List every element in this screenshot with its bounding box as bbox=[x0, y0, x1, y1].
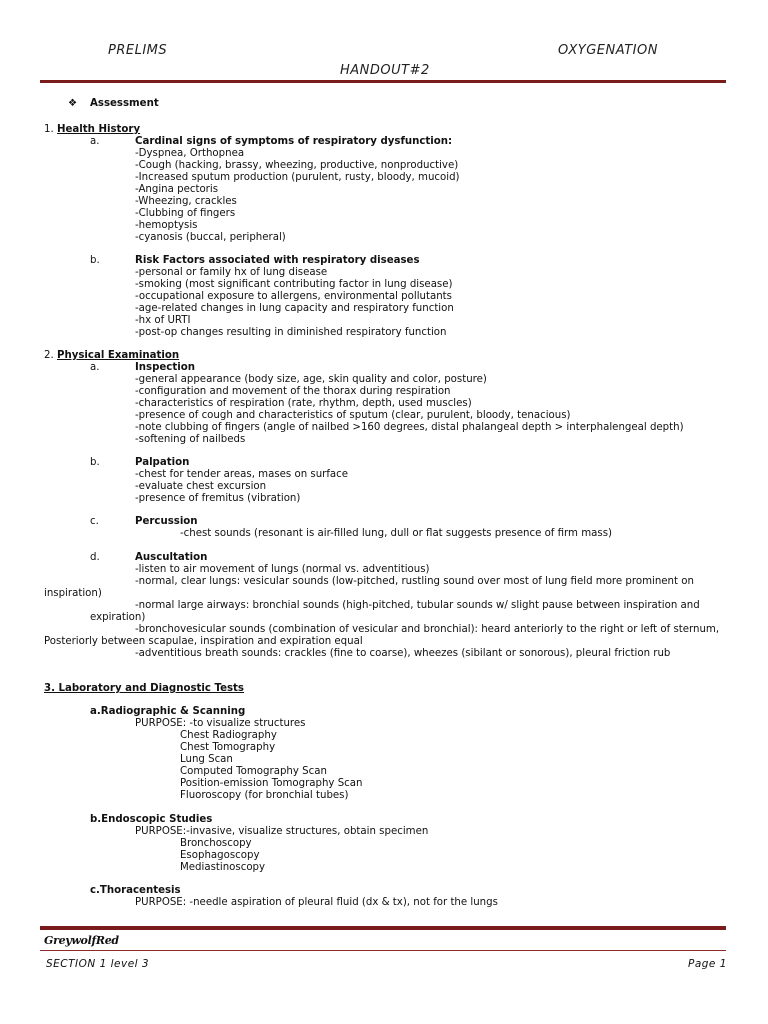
pe-b-label: b. bbox=[90, 457, 100, 468]
list-item: Bronchoscopy bbox=[180, 838, 252, 849]
list-item: -listen to air movement of lungs (normal vs. adventitious) bbox=[135, 564, 430, 575]
list-item: -evaluate chest excursion bbox=[135, 481, 267, 492]
lab-b-purpose: PURPOSE:-invasive, visualize structures, obtain specimen bbox=[135, 826, 429, 837]
header-rule bbox=[40, 80, 726, 83]
list-item: -age-related changes in lung capacity and respiratory function bbox=[135, 303, 454, 314]
hh-b-label: b. bbox=[90, 255, 100, 266]
hh-a-title: Cardinal signs of symptoms of respiratory dysfunction: bbox=[135, 136, 453, 147]
footer-rule bbox=[40, 926, 726, 930]
list-item: -presence of cough and characteristics of sputum (clear, purulent, bloody, tenacious) bbox=[135, 410, 571, 421]
header-left: PRELIMS bbox=[108, 43, 168, 58]
hh-num: 1. bbox=[44, 124, 54, 135]
lab-c-purpose: PURPOSE: -needle aspiration of pleural fluid (dx & tx), not for the lungs bbox=[135, 897, 498, 908]
list-item: Esophagoscopy bbox=[180, 850, 260, 861]
list-item: -smoking (most significant contributing factor in lung disease) bbox=[135, 279, 453, 290]
list-item-cont: expiration) bbox=[90, 612, 146, 623]
list-item: Chest Radiography bbox=[180, 730, 277, 741]
pe-num: 2. bbox=[44, 350, 54, 361]
list-item: -general appearance (body size, age, skin quality and color, posture) bbox=[135, 374, 487, 385]
footer-thin-rule bbox=[40, 950, 726, 951]
list-item: -hx of URTI bbox=[135, 315, 191, 326]
lab-c-title: c.Thoracentesis bbox=[90, 885, 181, 896]
pe-c-label: c. bbox=[90, 516, 99, 527]
bullet-icon: ❖ bbox=[68, 98, 78, 109]
header-center: HANDOUT#2 bbox=[340, 63, 430, 78]
pe-title: Physical Examination bbox=[57, 350, 180, 361]
list-item: Chest Tomography bbox=[180, 742, 276, 753]
hh-a-label: a. bbox=[90, 136, 100, 147]
list-item: -presence of fremitus (vibration) bbox=[135, 493, 301, 504]
list-item: Computed Tomography Scan bbox=[180, 766, 327, 777]
list-item: -characteristics of respiration (rate, rhythm, depth, used muscles) bbox=[135, 398, 472, 409]
hh-title: Health History bbox=[57, 124, 141, 135]
list-item: Lung Scan bbox=[180, 754, 233, 765]
lab-title: 3. Laboratory and Diagnostic Tests bbox=[44, 683, 244, 694]
list-item: -occupational exposure to allergens, environmental pollutants bbox=[135, 291, 452, 302]
list-item: -Clubbing of fingers bbox=[135, 208, 236, 219]
lab-b-title: b.Endoscopic Studies bbox=[90, 814, 213, 825]
pe-a-title: Inspection bbox=[135, 362, 195, 373]
list-item: -post-op changes resulting in diminished respiratory function bbox=[135, 327, 447, 338]
hh-b-title: Risk Factors associated with respiratory diseases bbox=[135, 255, 420, 266]
list-item: -normal, clear lungs: vesicular sounds (low-pitched, rustling sound over most of lung field more prominent on bbox=[135, 576, 694, 587]
list-item: -Dyspnea, Orthopnea bbox=[135, 148, 245, 159]
list-item: -personal or family hx of lung disease bbox=[135, 267, 328, 278]
list-item: -hemoptysis bbox=[135, 220, 198, 231]
list-item: -adventitious breath sounds: crackles (fine to coarse), wheezes (sibilant or sonorous), pleural friction rub bbox=[135, 648, 671, 659]
pe-d-label: d. bbox=[90, 552, 100, 563]
list-item: -chest for tender areas, mases on surface bbox=[135, 469, 349, 480]
page-number: Page 1 bbox=[688, 958, 727, 970]
list-item: -softening of nailbeds bbox=[135, 434, 246, 445]
list-item: -normal large airways: bronchial sounds (high-pitched, tubular sounds w/ slight pause between inspiration and bbox=[135, 600, 700, 611]
list-item: -Angina pectoris bbox=[135, 184, 219, 195]
pe-a-label: a. bbox=[90, 362, 100, 373]
list-item: Position-emission Tomography Scan bbox=[180, 778, 363, 789]
pe-c-title: Percussion bbox=[135, 516, 198, 527]
list-item: -bronchovesicular sounds (combination of vesicular and bronchial): heard anteriorly to the right or left of sternum, bbox=[135, 624, 720, 635]
lab-a-title: a.Radiographic & Scanning bbox=[90, 706, 246, 717]
list-item: -note clubbing of fingers (angle of nailbed >160 degrees, distal phalangeal depth > interphalengeal depth) bbox=[135, 422, 684, 433]
pe-d-title: Auscultation bbox=[135, 552, 208, 563]
list-item: -chest sounds (resonant is air-filled lung, dull or flat suggests presence of firm mass) bbox=[180, 528, 612, 539]
signature: GreywolfRed bbox=[44, 934, 119, 947]
list-item: -Cough (hacking, brassy, wheezing, productive, nonproductive) bbox=[135, 160, 459, 171]
list-item-cont: Posteriorly between scapulae, inspiration and expiration equal bbox=[44, 636, 363, 647]
lab-a-purpose: PURPOSE: -to visualize structures bbox=[135, 718, 306, 729]
pe-b-title: Palpation bbox=[135, 457, 190, 468]
list-item: -Wheezing, crackles bbox=[135, 196, 237, 207]
section-title: Assessment bbox=[90, 98, 159, 109]
footer-left: SECTION 1 level 3 bbox=[46, 958, 150, 970]
header-right: OXYGENATION bbox=[558, 43, 658, 58]
list-item: Mediastinoscopy bbox=[180, 862, 266, 873]
list-item: -Increased sputum production (purulent, rusty, bloody, mucoid) bbox=[135, 172, 460, 183]
list-item: -cyanosis (buccal, peripheral) bbox=[135, 232, 286, 243]
list-item: Fluoroscopy (for bronchial tubes) bbox=[180, 790, 349, 801]
list-item-cont: inspiration) bbox=[44, 588, 102, 599]
list-item: -configuration and movement of the thorax during respiration bbox=[135, 386, 451, 397]
